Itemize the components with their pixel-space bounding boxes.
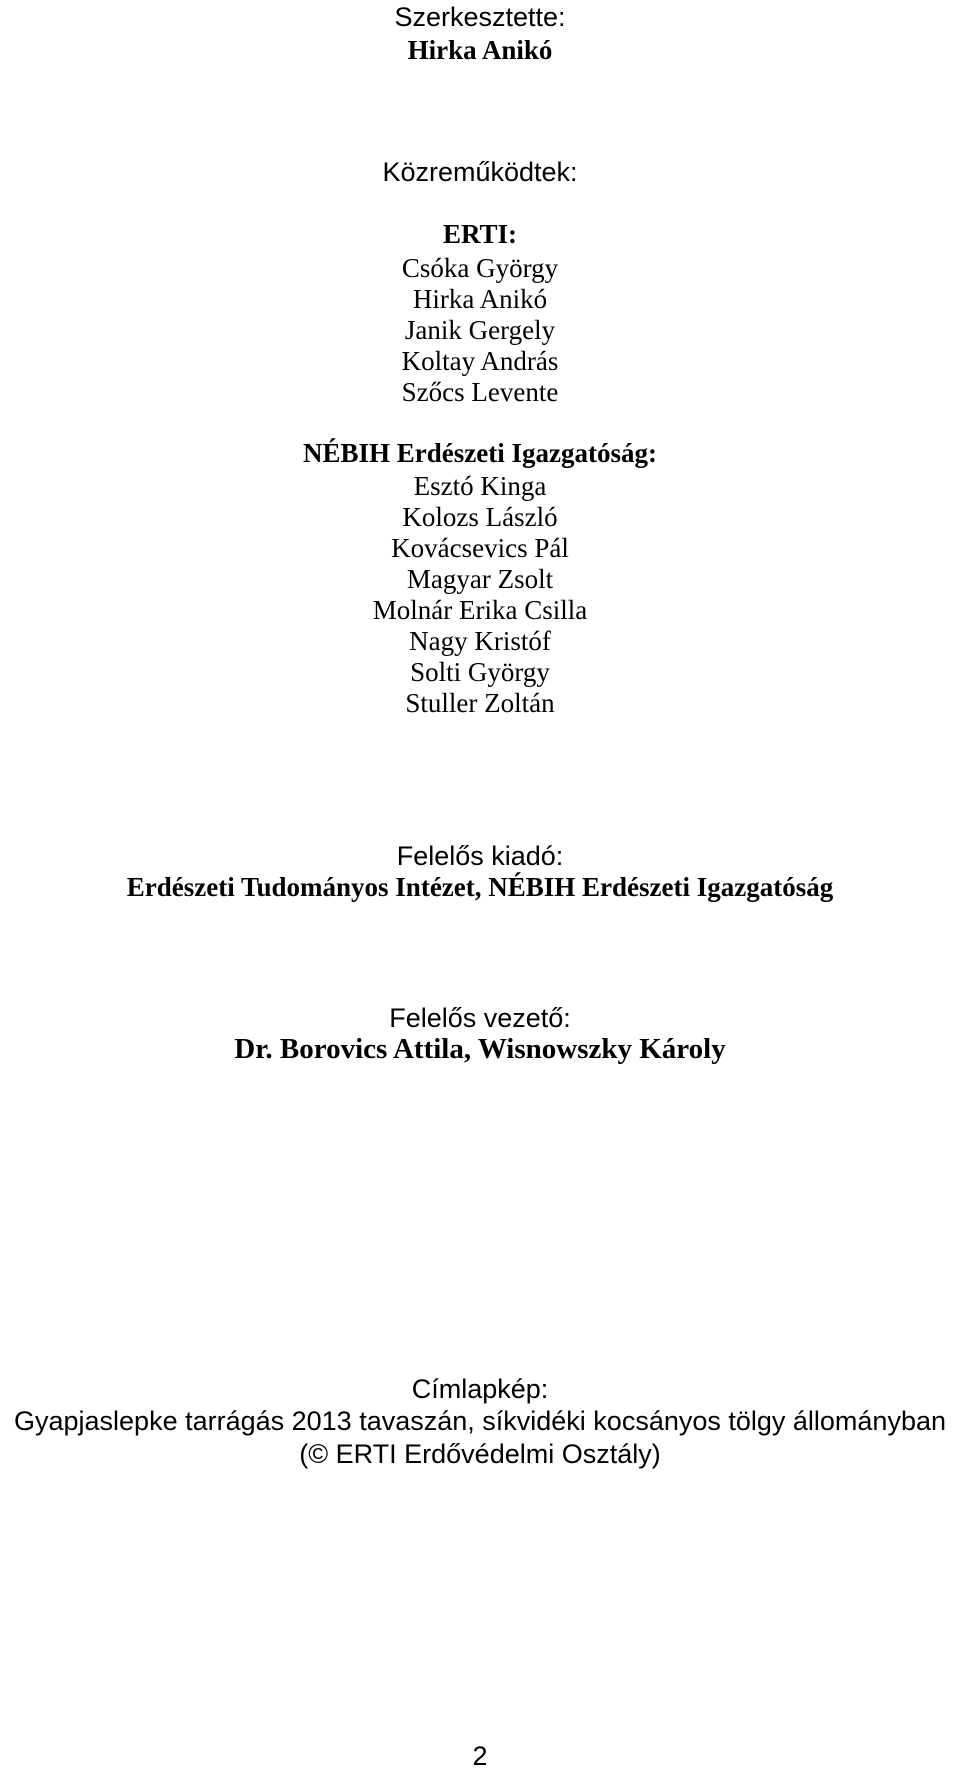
manager-label: Felelős vezető: [389,1003,571,1033]
page-number: 2 [472,1741,488,1771]
group-nebih-member: Solti György [410,657,550,687]
group-nebih-member: Kolozs László [402,502,558,532]
group-nebih-member: Nagy Kristóf [409,626,551,656]
group-erti-title: ERTI: [442,219,518,249]
editor-label: Szerkesztette: [394,2,566,32]
group-nebih-member: Kovácsevics Pál [391,533,569,563]
contributors-label: Közreműködtek: [382,157,578,187]
group-erti-member: Csóka György [401,253,559,283]
group-erti-member: Koltay András [401,346,559,376]
editor-name: Hirka Anikó [407,35,553,65]
group-erti-member: Szőcs Levente [401,377,559,407]
cover-label: Címlapkép: [411,1374,549,1404]
group-nebih-member: Magyar Zsolt [406,564,554,594]
group-erti-member: Hirka Anikó [412,284,548,314]
manager-value: Dr. Borovics Attila, Wisnowszky Károly [234,1033,726,1065]
group-nebih-member: Esztó Kinga [413,471,547,501]
group-nebih-title: NÉBIH Erdészeti Igazgatóság: [303,438,657,468]
group-nebih-member: Molnár Erika Csilla [372,595,588,625]
group-nebih-member: Stuller Zoltán [405,688,555,718]
cover-credit: (© ERTI Erdővédelmi Osztály) [299,1439,661,1469]
group-erti-member: Janik Gergely [404,315,556,345]
cover-caption: Gyapjaslepke tarrágás 2013 tavaszán, síkvidéki kocsányos tölgy állományban [13,1406,946,1436]
publisher-label: Felelős kiadó: [396,841,564,871]
publisher-value: Erdészeti Tudományos Intézet, NÉBIH Erdészeti Igazgatóság [126,872,834,902]
